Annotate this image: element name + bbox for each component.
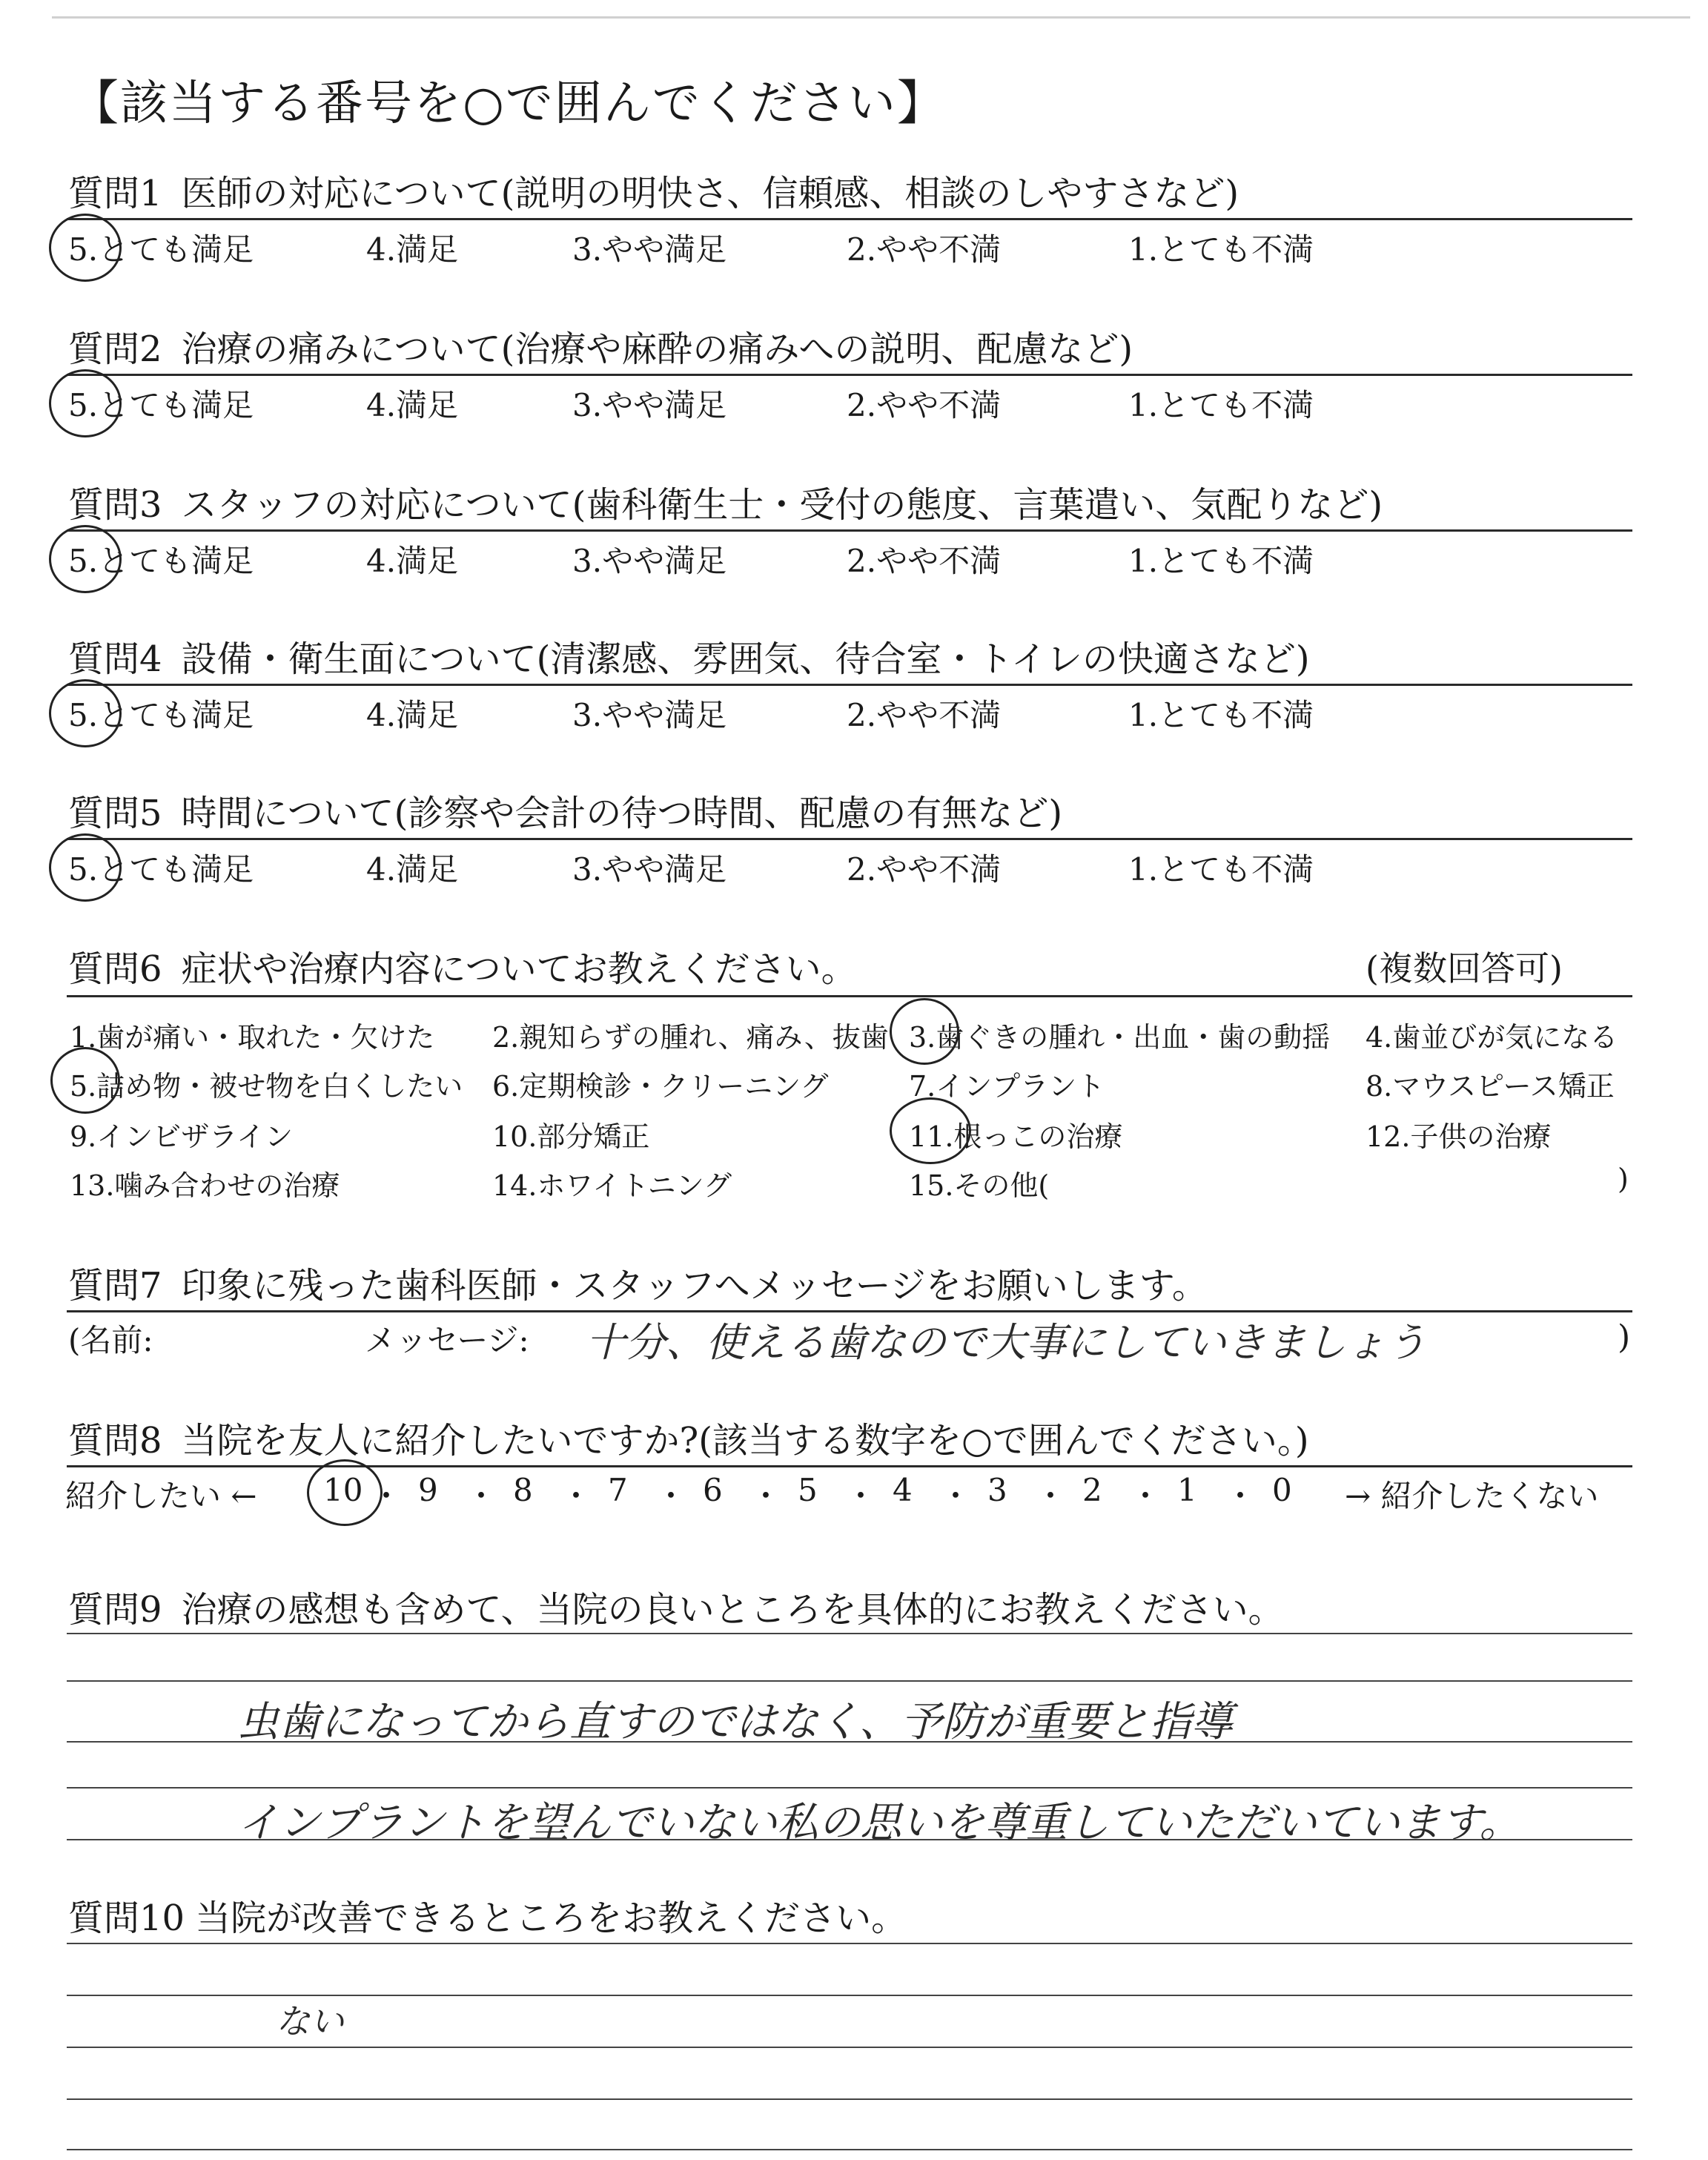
q6-item-4[interactable]: 4.歯並びが気になる: [1366, 1021, 1618, 1054]
recommend-score-3[interactable]: 3: [987, 1472, 1007, 1508]
question-5-rule: [67, 838, 1632, 840]
question-10-text: 当院が改善できるところをお教えください。: [195, 1898, 907, 1939]
question-3-number: 質問3: [68, 484, 162, 526]
question-9-rule-4: [67, 1787, 1632, 1789]
q6-item-12[interactable]: 12.子供の治療: [1366, 1120, 1552, 1153]
question-5-title: [68, 785, 1062, 836]
question-1-number: 質問1: [68, 173, 162, 214]
q6-item-11[interactable]: 11.根っこの治療: [909, 1120, 1123, 1153]
recommend-score-6[interactable]: 6: [703, 1472, 723, 1508]
question-7-number: 質問7: [68, 1265, 162, 1307]
recommend-score-1[interactable]: 1: [1177, 1472, 1197, 1508]
scale-separator: ・: [1130, 1478, 1162, 1514]
question-1-option-4[interactable]: 4.満足: [366, 231, 459, 268]
question-2-option-1[interactable]: 1.とても不満: [1128, 387, 1314, 423]
scale-separator: ・: [940, 1478, 972, 1514]
question-3-option-5[interactable]: 5.とても満足: [68, 543, 254, 579]
question-6-title: [68, 940, 857, 991]
question-1-option-1[interactable]: 1.とても不満: [1128, 231, 1314, 268]
question-2-option-5[interactable]: 5.とても満足: [68, 387, 254, 423]
q6-item-13[interactable]: 13.噛み合わせの治療: [70, 1169, 340, 1202]
question-2-option-3[interactable]: 3.やや満足: [572, 387, 727, 423]
scale-separator: ・: [655, 1478, 687, 1514]
q6-item-1[interactable]: 1.歯が痛い・取れた・欠けた: [70, 1021, 435, 1054]
answer-9-line-1: 虫歯になってから直すのではなく、予防が重要と指導: [237, 1698, 1233, 1746]
question-1-rule: [67, 218, 1632, 220]
question-2-number: 質問2: [68, 328, 162, 370]
question-3-option-3[interactable]: 3.やや満足: [572, 543, 727, 579]
q6-other-close-paren: ): [1618, 1163, 1629, 1195]
question-4-title: [68, 630, 1310, 681]
question-3-option-4[interactable]: 4.満足: [366, 543, 459, 579]
recommend-score-0[interactable]: 0: [1272, 1472, 1292, 1508]
recommend-right-label: → 紹介したくない: [1345, 1478, 1599, 1514]
question-3-rule: [67, 529, 1632, 532]
recommend-score-9[interactable]: 9: [418, 1472, 438, 1508]
message-label: メッセージ:: [365, 1322, 529, 1358]
answer-10: ない: [276, 2001, 344, 2041]
question-3-option-2[interactable]: 2.やや不満: [847, 543, 1002, 579]
question-5-number: 質問5: [68, 793, 162, 834]
message-handwritten: 十分、使える歯なので大事にしていきましょう: [586, 1319, 1426, 1366]
q6-item-14[interactable]: 14.ホワイトニング: [492, 1169, 732, 1202]
question-5-option-4[interactable]: 4.満足: [366, 851, 459, 888]
q6-item-15[interactable]: 15.その他(: [909, 1169, 1050, 1202]
scale-separator: ・: [371, 1478, 403, 1514]
recommend-score-10[interactable]: 10: [323, 1472, 363, 1508]
recommend-score-5[interactable]: 5: [798, 1472, 818, 1508]
question-4-option-2[interactable]: 2.やや不満: [847, 697, 1002, 733]
q6-item-7[interactable]: 7.インプラント: [909, 1070, 1105, 1103]
question-9-number: 質問9: [68, 1589, 162, 1631]
question-8-number: 質問8: [68, 1420, 162, 1462]
question-4-option-5[interactable]: 5.とても満足: [68, 697, 254, 733]
answer-9-line-2: インプラントを望んでいない私の思いを尊重していただいています。: [237, 1799, 1521, 1847]
question-4-rule: [67, 684, 1632, 686]
question-10-rule-1: [67, 1943, 1632, 1944]
question-5-option-5[interactable]: 5.とても満足: [68, 851, 254, 888]
recommend-score-2[interactable]: 2: [1082, 1472, 1102, 1508]
question-7-text: 印象に残った歯科医師・スタッフへメッセージをお願いします。: [181, 1265, 1208, 1307]
question-5-option-3[interactable]: 3.やや満足: [572, 851, 727, 888]
question-2-rule: [67, 374, 1632, 376]
question-3-title: [68, 476, 1383, 527]
question-9-rule-1: [67, 1633, 1632, 1634]
question-5-option-2[interactable]: 2.やや不満: [847, 851, 1002, 888]
q6-item-8[interactable]: 8.マウスピース矯正: [1366, 1070, 1615, 1103]
question-10-number: 質問10: [68, 1898, 185, 1939]
question-10-rule-5: [67, 2149, 1632, 2150]
question-4-number: 質問4: [68, 638, 162, 680]
question-1-option-5[interactable]: 5.とても満足: [68, 231, 254, 268]
question-6-rule: [67, 995, 1632, 997]
question-10-title: [68, 1889, 907, 1941]
question-3-option-1[interactable]: 1.とても不満: [1128, 543, 1314, 579]
multiple-answers-note: (複数回答可): [1366, 948, 1563, 988]
question-9-text: 治療の感想も含めて、当院の良いところを具体的にお教えください。: [181, 1589, 1284, 1631]
question-1-text: 医師の対応について(説明の明快さ、信頼感、相談のしやすさなど): [181, 173, 1239, 214]
scale-separator: ・: [750, 1478, 782, 1514]
question-8-rule: [67, 1465, 1632, 1467]
question-6-number: 質問6: [68, 948, 162, 990]
question-1-option-3[interactable]: 3.やや満足: [572, 231, 727, 268]
q6-item-5[interactable]: 5.詰め物・被せ物を白くしたい: [70, 1070, 463, 1103]
question-10-rule-4: [67, 2098, 1632, 2100]
question-1-option-2[interactable]: 2.やや不満: [847, 231, 1002, 268]
message-close-paren: ): [1618, 1318, 1631, 1356]
question-1-title: [68, 165, 1239, 216]
question-3-text: スタッフの対応について(歯科衛生士・受付の態度、言葉遣い、気配りなど): [181, 484, 1383, 526]
q6-item-3[interactable]: 3.歯ぐきの腫れ・出血・歯の動揺: [909, 1021, 1331, 1054]
recommend-score-4[interactable]: 4: [893, 1472, 913, 1508]
question-7-title: [68, 1257, 1208, 1308]
question-4-option-1[interactable]: 1.とても不満: [1128, 697, 1314, 733]
q6-item-2[interactable]: 2.親知らずの腫れ、痛み、抜歯: [492, 1021, 889, 1054]
recommend-score-8[interactable]: 8: [513, 1472, 533, 1508]
scale-separator: ・: [1225, 1478, 1257, 1514]
question-4-text: 設備・衛生面について(清潔感、雰囲気、待合室・トイレの快適さなど): [181, 638, 1310, 680]
question-2-option-2[interactable]: 2.やや不満: [847, 387, 1002, 423]
name-label: (名前:: [68, 1322, 153, 1358]
recommend-score-7[interactable]: 7: [608, 1472, 628, 1508]
question-2-option-4[interactable]: 4.満足: [366, 387, 459, 423]
question-4-option-3[interactable]: 3.やや満足: [572, 697, 727, 733]
scale-separator: ・: [1035, 1478, 1067, 1514]
question-8-title: [68, 1412, 1309, 1463]
q6-item-9[interactable]: 9.インビザライン: [70, 1120, 294, 1153]
q6-item-10[interactable]: 10.部分矯正: [492, 1120, 650, 1153]
question-4-option-4[interactable]: 4.満足: [366, 697, 459, 733]
top-border: [52, 16, 1690, 19]
question-9-title: [68, 1581, 1284, 1632]
form-heading: 【該当する番号を○で囲んでください】: [71, 76, 946, 131]
question-2-title: [68, 320, 1133, 371]
q6-item-6[interactable]: 6.定期検診・クリーニング: [492, 1070, 829, 1103]
question-10-rule-3: [67, 2047, 1632, 2048]
question-8-text: 当院を友人に紹介したいですか?(該当する数字を○で囲んでください。): [181, 1420, 1309, 1462]
question-5-option-1[interactable]: 1.とても不満: [1128, 851, 1314, 888]
question-6-text: 症状や治療内容についてお教えください。: [181, 948, 857, 990]
scale-separator: ・: [845, 1478, 877, 1514]
scale-separator: ・: [466, 1478, 497, 1514]
recommend-left-label: 紹介したい ←: [65, 1478, 257, 1514]
question-9-rule-2: [67, 1680, 1632, 1682]
scale-separator: ・: [560, 1478, 592, 1514]
question-2-text: 治療の痛みについて(治療や麻酔の痛みへの説明、配慮など): [181, 328, 1133, 370]
question-5-text: 時間について(診察や会計の待つ時間、配慮の有無など): [181, 793, 1063, 834]
